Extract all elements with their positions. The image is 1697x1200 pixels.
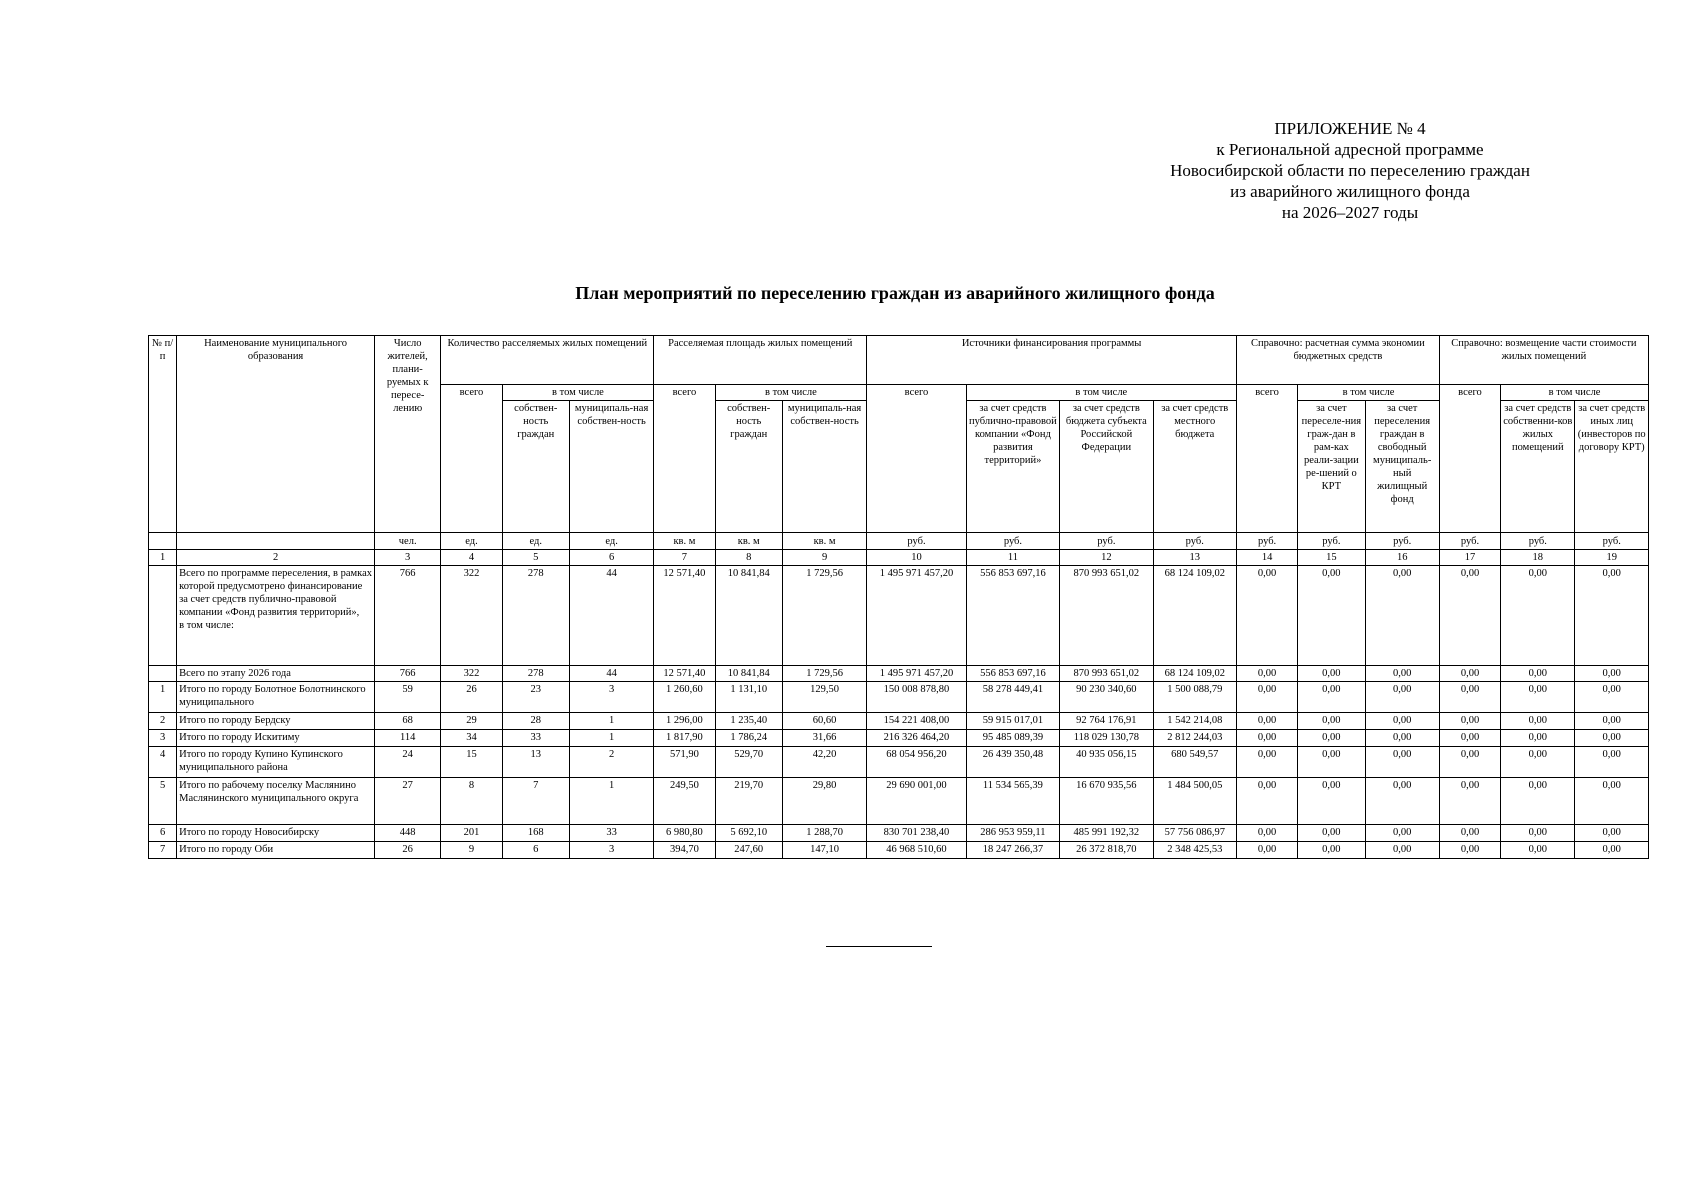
row-value-cell: 3: [569, 682, 653, 713]
row-value-cell: 1 296,00: [654, 713, 715, 730]
row-value-cell: 68 124 109,02: [1153, 566, 1236, 666]
row-value-cell: 1 729,56: [782, 666, 866, 682]
row-value-cell: 12 571,40: [654, 566, 715, 666]
row-value-cell: 0,00: [1365, 730, 1439, 747]
row-value-cell: 95 485 089,39: [966, 730, 1059, 747]
row-value-cell: 12 571,40: [654, 666, 715, 682]
row-number: 5: [149, 778, 177, 825]
row-value-cell: 68 054 956,20: [867, 747, 966, 778]
row-value-cell: 0,00: [1236, 713, 1297, 730]
row-value-cell: 1 484 500,05: [1153, 778, 1236, 825]
row-value-cell: 29,80: [782, 778, 866, 825]
header-total: всего: [441, 385, 502, 533]
header-compensation-group: Справочно: возмещение части стоимости жилых помещений: [1439, 336, 1648, 385]
row-value-cell: 1 817,90: [654, 730, 715, 747]
header-total: всего: [1236, 385, 1297, 533]
row-value-cell: 26 439 350,48: [966, 747, 1059, 778]
row-value-cell: 0,00: [1236, 730, 1297, 747]
table-row: [149, 666, 1649, 682]
row-value-cell: 24: [375, 747, 441, 778]
row-value-cell: 0,00: [1365, 842, 1439, 859]
row-value-cell: 0,00: [1298, 825, 1365, 842]
row-value-cell: 26 372 818,70: [1060, 842, 1153, 859]
column-number: 16: [1365, 550, 1439, 566]
row-value-cell: 1 542 214,08: [1153, 713, 1236, 730]
appendix-line: Новосибирской области по переселению граждан: [1170, 161, 1530, 180]
row-value-cell: 26: [375, 842, 441, 859]
row-number: 6: [149, 825, 177, 842]
header-total: всего: [867, 385, 966, 533]
row-value-cell: 28: [502, 713, 569, 730]
row-value-cell: 57 756 086,97: [1153, 825, 1236, 842]
table-row: [149, 842, 1649, 859]
row-value-cell: 0,00: [1298, 682, 1365, 713]
row-value-cell: 0,00: [1501, 666, 1575, 682]
row-value-cell: 129,50: [782, 682, 866, 713]
row-value-cell: 571,90: [654, 747, 715, 778]
header-total: всего: [654, 385, 715, 533]
header-including: в том числе: [715, 385, 867, 401]
row-value-cell: 114: [375, 730, 441, 747]
row-value-cell: 147,10: [782, 842, 866, 859]
row-value-cell: 0,00: [1439, 842, 1500, 859]
row-value-cell: 42,20: [782, 747, 866, 778]
unit-cell: руб.: [1365, 533, 1439, 550]
row-value-cell: 556 853 697,16: [966, 566, 1059, 666]
header-fund: за счет средств публично-правовой компании «Фонд развития территорий»: [966, 401, 1059, 533]
column-number: 5: [502, 550, 569, 566]
row-municipality-name: Всего по этапу 2026 года: [177, 666, 375, 682]
row-value-cell: 1 500 088,79: [1153, 682, 1236, 713]
row-municipality-name: Итого по городу Болотное Болотнинского муниципального: [177, 682, 375, 713]
row-value-cell: 0,00: [1298, 713, 1365, 730]
units-row: [149, 533, 1649, 550]
row-value-cell: 680 549,57: [1153, 747, 1236, 778]
row-value-cell: 16 670 935,56: [1060, 778, 1153, 825]
row-value-cell: 68: [375, 713, 441, 730]
row-value-cell: 1: [569, 778, 653, 825]
row-value-cell: 68 124 109,02: [1153, 666, 1236, 682]
row-value-cell: 0,00: [1439, 566, 1500, 666]
row-value-cell: 34: [441, 730, 502, 747]
row-value-cell: 556 853 697,16: [966, 666, 1059, 682]
row-value-cell: 0,00: [1298, 747, 1365, 778]
unit-cell: кв. м: [715, 533, 782, 550]
appendix-header: [1100, 118, 1600, 223]
row-value-cell: 0,00: [1236, 682, 1297, 713]
header-name: Наименование муниципального образования: [177, 336, 375, 533]
row-value-cell: 766: [375, 566, 441, 666]
unit-cell: руб.: [1060, 533, 1153, 550]
header-municipal: муниципаль-ная собствен-ность: [569, 401, 653, 533]
row-value-cell: 8: [441, 778, 502, 825]
column-number: 4: [441, 550, 502, 566]
unit-cell: руб.: [867, 533, 966, 550]
column-number: 13: [1153, 550, 1236, 566]
unit-cell: ед.: [569, 533, 653, 550]
row-value-cell: 830 701 238,40: [867, 825, 966, 842]
column-number: 10: [867, 550, 966, 566]
row-value-cell: 0,00: [1501, 566, 1575, 666]
table-row: [149, 682, 1649, 713]
row-value-cell: 0,00: [1365, 713, 1439, 730]
row-value-cell: 485 991 192,32: [1060, 825, 1153, 842]
row-value-cell: 0,00: [1501, 842, 1575, 859]
column-number: 3: [375, 550, 441, 566]
column-number: 2: [177, 550, 375, 566]
table-row: [149, 566, 1649, 666]
row-value-cell: 44: [569, 566, 653, 666]
row-value-cell: 0,00: [1439, 682, 1500, 713]
row-value-cell: 10 841,84: [715, 666, 782, 682]
row-value-cell: 0,00: [1575, 666, 1649, 682]
column-number: 7: [654, 550, 715, 566]
row-value-cell: 6 980,80: [654, 825, 715, 842]
header-savings-group: Справочно: расчетная сумма экономии бюджетных средств: [1236, 336, 1439, 385]
row-value-cell: 11 534 565,39: [966, 778, 1059, 825]
row-value-cell: 1 235,40: [715, 713, 782, 730]
unit-cell: [149, 533, 177, 550]
row-value-cell: 0,00: [1298, 778, 1365, 825]
table-row: [149, 778, 1649, 825]
row-value-cell: 154 221 408,00: [867, 713, 966, 730]
row-value-cell: 5 692,10: [715, 825, 782, 842]
row-value-cell: 448: [375, 825, 441, 842]
row-value-cell: 18 247 266,37: [966, 842, 1059, 859]
row-value-cell: 201: [441, 825, 502, 842]
row-value-cell: 1 288,70: [782, 825, 866, 842]
header-own-citizens: собствен-ность граждан: [715, 401, 782, 533]
row-value-cell: 0,00: [1298, 730, 1365, 747]
row-value-cell: 33: [502, 730, 569, 747]
row-value-cell: 6: [502, 842, 569, 859]
unit-cell: кв. м: [654, 533, 715, 550]
row-value-cell: 0,00: [1501, 682, 1575, 713]
row-value-cell: 60,60: [782, 713, 866, 730]
row-value-cell: 1 131,10: [715, 682, 782, 713]
row-value-cell: 0,00: [1501, 713, 1575, 730]
row-value-cell: 0,00: [1501, 825, 1575, 842]
unit-cell: ед.: [502, 533, 569, 550]
row-value-cell: 2 348 425,53: [1153, 842, 1236, 859]
row-value-cell: 3: [569, 842, 653, 859]
column-number: 14: [1236, 550, 1297, 566]
row-value-cell: 0,00: [1575, 778, 1649, 825]
row-value-cell: 0,00: [1365, 566, 1439, 666]
unit-cell: ед.: [441, 533, 502, 550]
row-number: 4: [149, 747, 177, 778]
document-title: План мероприятий по переселению граждан из аварийного жилищного фонда: [575, 283, 1215, 303]
row-value-cell: 40 935 056,15: [1060, 747, 1153, 778]
appendix-line: к Региональной адресной программе: [1216, 140, 1484, 159]
row-value-cell: 27: [375, 778, 441, 825]
row-number: 1: [149, 682, 177, 713]
row-value-cell: 1 495 971 457,20: [867, 666, 966, 682]
row-value-cell: 150 008 878,80: [867, 682, 966, 713]
column-number: 6: [569, 550, 653, 566]
row-value-cell: 0,00: [1298, 666, 1365, 682]
header-free-fund: за счет переселения граждан в свободный муниципаль-ный жилищный фонд: [1365, 401, 1439, 533]
row-municipality-name: Итого по городу Бердску: [177, 713, 375, 730]
row-value-cell: 10 841,84: [715, 566, 782, 666]
row-value-cell: 0,00: [1439, 778, 1500, 825]
row-value-cell: 0,00: [1501, 778, 1575, 825]
header-owners: за счет средств собственни-ков жилых помещений: [1501, 401, 1575, 533]
row-value-cell: 13: [502, 747, 569, 778]
row-value-cell: 90 230 340,60: [1060, 682, 1153, 713]
row-number: [149, 566, 177, 666]
row-value-cell: 0,00: [1236, 666, 1297, 682]
row-value-cell: 0,00: [1365, 666, 1439, 682]
table-body: [149, 566, 1649, 859]
row-value-cell: 0,00: [1501, 747, 1575, 778]
row-value-cell: 0,00: [1236, 566, 1297, 666]
row-value-cell: 1 495 971 457,20: [867, 566, 966, 666]
row-value-cell: 216 326 464,20: [867, 730, 966, 747]
row-value-cell: 0,00: [1298, 566, 1365, 666]
row-value-cell: 870 993 651,02: [1060, 666, 1153, 682]
table-row: [149, 730, 1649, 747]
row-municipality-name: Всего по программе переселения, в рамках которой предусмотрено финансирование за счет средств публично-правовой компании «Фонд развития территорий», в том числе:: [177, 566, 375, 666]
row-value-cell: 0,00: [1575, 730, 1649, 747]
row-value-cell: 0,00: [1439, 747, 1500, 778]
row-value-cell: 0,00: [1236, 842, 1297, 859]
row-municipality-name: Итого по городу Новосибирску: [177, 825, 375, 842]
unit-cell: руб.: [1439, 533, 1500, 550]
row-value-cell: 0,00: [1365, 778, 1439, 825]
row-value-cell: 31,66: [782, 730, 866, 747]
header-financing-group: Источники финансирования программы: [867, 336, 1237, 385]
row-value-cell: 7: [502, 778, 569, 825]
row-value-cell: 0,00: [1298, 842, 1365, 859]
row-value-cell: 44: [569, 666, 653, 682]
row-value-cell: 0,00: [1365, 682, 1439, 713]
row-value-cell: 0,00: [1501, 730, 1575, 747]
row-value-cell: 33: [569, 825, 653, 842]
row-value-cell: 219,70: [715, 778, 782, 825]
row-value-cell: 394,70: [654, 842, 715, 859]
row-number: 2: [149, 713, 177, 730]
unit-cell: руб.: [966, 533, 1059, 550]
appendix-line: на 2026–2027 годы: [1281, 203, 1419, 222]
row-value-cell: 278: [502, 566, 569, 666]
row-value-cell: 92 764 176,91: [1060, 713, 1153, 730]
header-krt: за счет переселе-ния граж-дан в рам-ках реали-зации ре-шений о КРТ: [1298, 401, 1365, 533]
row-value-cell: 26: [441, 682, 502, 713]
closing-rule: [826, 946, 932, 947]
row-value-cell: 0,00: [1575, 842, 1649, 859]
header-including: в том числе: [1501, 385, 1649, 401]
row-value-cell: 29: [441, 713, 502, 730]
table-row: [149, 825, 1649, 842]
column-number-row: [149, 550, 1649, 566]
row-municipality-name: Итого по рабочему поселку Маслянино Маслянинского муниципального округа: [177, 778, 375, 825]
header-units-group: Количество расселяемых жилых помещений: [441, 336, 654, 385]
row-value-cell: 118 029 130,78: [1060, 730, 1153, 747]
row-value-cell: 58 278 449,41: [966, 682, 1059, 713]
appendix-number: ПРИЛОЖЕНИЕ № 4: [1274, 119, 1426, 138]
unit-cell: чел.: [375, 533, 441, 550]
unit-cell: руб.: [1236, 533, 1297, 550]
header-including: в том числе: [1298, 385, 1440, 401]
header-total: всего: [1439, 385, 1500, 533]
table-row: [149, 747, 1649, 778]
row-value-cell: 322: [441, 666, 502, 682]
row-value-cell: 15: [441, 747, 502, 778]
column-number: 1: [149, 550, 177, 566]
row-number: [149, 666, 177, 682]
header-own-citizens: собствен-ность граждан: [502, 401, 569, 533]
row-municipality-name: Итого по городу Искитиму: [177, 730, 375, 747]
row-value-cell: 0,00: [1236, 825, 1297, 842]
row-value-cell: 0,00: [1575, 713, 1649, 730]
row-value-cell: 0,00: [1439, 713, 1500, 730]
header-including: в том числе: [966, 385, 1236, 401]
row-value-cell: 870 993 651,02: [1060, 566, 1153, 666]
row-value-cell: 0,00: [1439, 666, 1500, 682]
row-value-cell: 9: [441, 842, 502, 859]
column-number: 15: [1298, 550, 1365, 566]
plan-table: [148, 335, 1649, 859]
row-value-cell: 529,70: [715, 747, 782, 778]
row-value-cell: 1 260,60: [654, 682, 715, 713]
row-value-cell: 59: [375, 682, 441, 713]
row-value-cell: 0,00: [1236, 778, 1297, 825]
row-value-cell: 249,50: [654, 778, 715, 825]
row-value-cell: 1 729,56: [782, 566, 866, 666]
row-value-cell: 0,00: [1236, 747, 1297, 778]
row-value-cell: 0,00: [1365, 747, 1439, 778]
row-value-cell: 0,00: [1439, 730, 1500, 747]
row-value-cell: 0,00: [1575, 566, 1649, 666]
row-value-cell: 46 968 510,60: [867, 842, 966, 859]
header-including: в том числе: [502, 385, 654, 401]
column-number: 9: [782, 550, 866, 566]
column-number: 12: [1060, 550, 1153, 566]
column-number: 17: [1439, 550, 1500, 566]
column-number: 8: [715, 550, 782, 566]
row-municipality-name: Итого по городу Оби: [177, 842, 375, 859]
header-municipal: муниципаль-ная собствен-ность: [782, 401, 866, 533]
row-value-cell: 0,00: [1575, 825, 1649, 842]
table-row: [149, 713, 1649, 730]
row-value-cell: 1: [569, 730, 653, 747]
unit-cell: руб.: [1298, 533, 1365, 550]
column-number: 19: [1575, 550, 1649, 566]
row-value-cell: 278: [502, 666, 569, 682]
row-value-cell: 29 690 001,00: [867, 778, 966, 825]
row-value-cell: 23: [502, 682, 569, 713]
header-number: № п/п: [149, 336, 177, 533]
row-value-cell: 286 953 959,11: [966, 825, 1059, 842]
row-value-cell: 0,00: [1575, 747, 1649, 778]
row-value-cell: 0,00: [1439, 825, 1500, 842]
row-value-cell: 2 812 244,03: [1153, 730, 1236, 747]
column-number: 18: [1501, 550, 1575, 566]
header-area-group: Расселяемая площадь жилых помещений: [654, 336, 867, 385]
unit-cell: руб.: [1501, 533, 1575, 550]
row-municipality-name: Итого по городу Купино Купинского муниципального района: [177, 747, 375, 778]
row-value-cell: 168: [502, 825, 569, 842]
row-value-cell: 2: [569, 747, 653, 778]
header-local-budget: за счет средств местного бюджета: [1153, 401, 1236, 533]
header-investors: за счет средств иных лиц (инвесторов по договору КРТ): [1575, 401, 1649, 533]
row-value-cell: 1: [569, 713, 653, 730]
row-value-cell: 1 786,24: [715, 730, 782, 747]
row-value-cell: 0,00: [1575, 682, 1649, 713]
row-value-cell: 247,60: [715, 842, 782, 859]
row-value-cell: 322: [441, 566, 502, 666]
row-number: 3: [149, 730, 177, 747]
unit-cell: [177, 533, 375, 550]
unit-cell: руб.: [1153, 533, 1236, 550]
row-number: 7: [149, 842, 177, 859]
row-value-cell: 59 915 017,01: [966, 713, 1059, 730]
appendix-line: из аварийного жилищного фонда: [1230, 182, 1470, 201]
unit-cell: кв. м: [782, 533, 866, 550]
row-value-cell: 0,00: [1365, 825, 1439, 842]
column-number: 11: [966, 550, 1059, 566]
row-value-cell: 766: [375, 666, 441, 682]
header-regional-budget: за счет средств бюджета субъекта Российской Федерации: [1060, 401, 1153, 533]
header-residents: Число жителей, плани-руемых к пересе-лению: [375, 336, 441, 533]
unit-cell: руб.: [1575, 533, 1649, 550]
